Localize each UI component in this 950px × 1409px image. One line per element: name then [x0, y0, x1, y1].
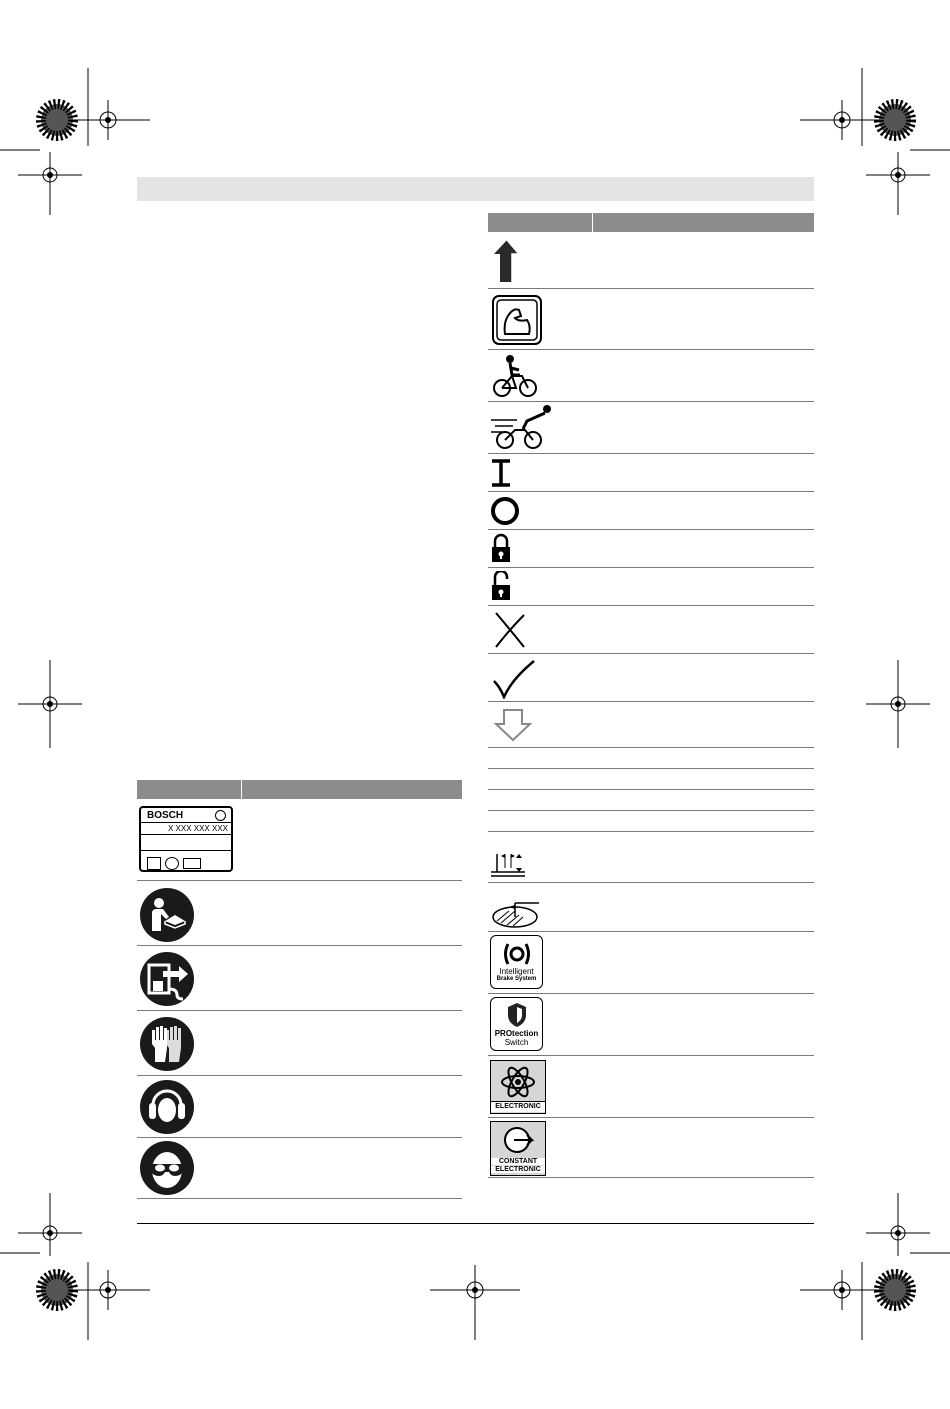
table-row: [488, 932, 814, 994]
table-row: [488, 654, 814, 702]
protection-switch-icon: [490, 997, 543, 1051]
table-row: [137, 1011, 462, 1076]
arrow-up-icon: [492, 238, 522, 284]
constant-electronic-line1: CONSTANT: [491, 1158, 545, 1165]
table-header: [488, 213, 814, 232]
constant-electronic-icon: [490, 1121, 546, 1176]
cutting-depth-icon: [491, 850, 529, 880]
arrow-down-icon: [494, 708, 532, 742]
left-symbol-table: [137, 780, 462, 1198]
page-header-band: [137, 177, 814, 201]
table-row: [488, 530, 814, 568]
table-row: [488, 702, 814, 748]
protection-switch-line2: Switch: [504, 1038, 529, 1047]
table-row: [488, 748, 814, 769]
brake-system-line2: Brake System: [496, 976, 537, 982]
protection-switch-line1: PROtection: [494, 1029, 539, 1038]
table-row: [488, 883, 814, 932]
table-row: [488, 289, 814, 350]
nameplate-icon: [139, 806, 233, 872]
strength-icon: [491, 294, 543, 346]
bicycle-slow-icon: [492, 354, 538, 398]
ear-protection-icon: [139, 1079, 195, 1135]
table-row: [137, 881, 462, 946]
table-row: [137, 1076, 462, 1138]
brake-system-line1: Intelligent: [499, 967, 534, 976]
blade-angle-icon: [491, 901, 543, 929]
bicycle-fast-icon: [491, 404, 551, 450]
electronic-label: ELECTRONIC: [491, 1101, 545, 1112]
read-manual-icon: [139, 887, 195, 943]
table-row: [488, 769, 814, 790]
off-switch-icon: [490, 496, 520, 526]
cross-icon: [492, 611, 528, 649]
on-switch-icon: [490, 459, 512, 487]
table-row: [488, 790, 814, 811]
lock-closed-icon: [491, 533, 511, 563]
nameplate-brand: BOSCH: [147, 810, 184, 821]
table-row: [488, 350, 814, 402]
table-row: [488, 232, 814, 289]
table-row: [488, 994, 814, 1056]
brake-system-icon: [490, 935, 543, 989]
constant-electronic-line2: ELECTRONIC: [491, 1166, 545, 1173]
table-row: [137, 1138, 462, 1199]
checkmark-icon: [492, 659, 536, 699]
unplug-icon: [139, 951, 195, 1007]
eye-protection-icon: [139, 1140, 195, 1196]
lock-open-icon: [491, 571, 511, 601]
nameplate-serial: X XXX XXX XXX: [167, 824, 228, 833]
table-row: [488, 402, 814, 454]
right-symbol-table: [488, 213, 814, 1178]
electronic-icon: [490, 1060, 546, 1114]
table-row: [488, 1118, 814, 1178]
table-row: [488, 832, 814, 883]
table-header: [137, 780, 462, 799]
table-row: [488, 454, 814, 492]
footer-rule: [137, 1223, 814, 1224]
table-row: [488, 606, 814, 654]
table-row: [488, 811, 814, 832]
table-row: [488, 1056, 814, 1118]
table-row: [137, 946, 462, 1011]
gloves-icon: [139, 1016, 195, 1072]
table-row: [488, 492, 814, 530]
table-row: [137, 799, 462, 881]
table-row: [488, 568, 814, 606]
